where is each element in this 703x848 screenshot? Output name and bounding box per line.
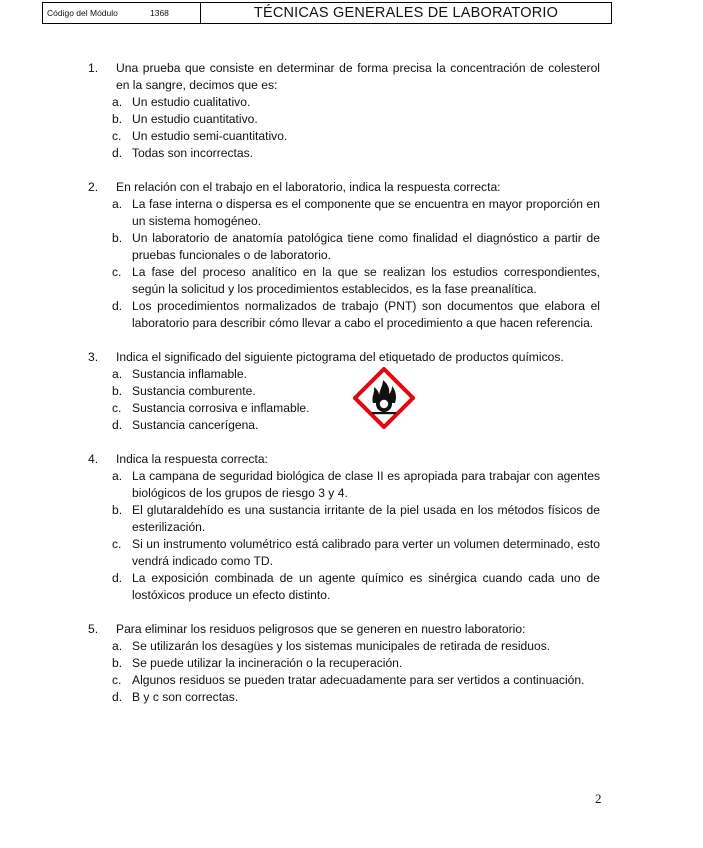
- option-d: [88, 145, 600, 162]
- option-text: Un estudio cualitativo.: [132, 95, 251, 109]
- option-d: [88, 417, 600, 434]
- option-text: Algunos residuos se pueden tratar adecuadamente para ser vertidos a continuación.: [132, 673, 585, 687]
- option-text: Todas son incorrectas.: [132, 146, 253, 160]
- option-letter: a.: [112, 367, 123, 381]
- option-a: [88, 94, 600, 111]
- question-5: [88, 621, 600, 706]
- option-letter: c.: [112, 129, 122, 143]
- option-c: [88, 128, 600, 145]
- module-code-value: 1368: [150, 8, 169, 18]
- option-text: La fase interna o dispersa es el componente que se encuentra en mayor proporción en un sistema homogéneo.: [132, 197, 600, 228]
- option-c: [88, 264, 600, 298]
- module-code-cell: [43, 3, 201, 23]
- question-1: [88, 60, 600, 162]
- option-c: [88, 672, 600, 689]
- option-text: El glutaraldehído es una sustancia irritante de la piel usada en los métodos físicos de esterilización.: [132, 503, 600, 534]
- option-text: Si un instrumento volumétrico está calibrado para verter un volumen determinado, esto vendrá indicado como TD.: [132, 537, 600, 568]
- option-a: [88, 468, 600, 502]
- question-text: En relación con el trabajo en el laboratorio, indica la respuesta correcta:: [116, 180, 501, 194]
- option-letter: b.: [112, 231, 123, 245]
- option-b: [88, 383, 600, 400]
- option-a: [88, 366, 600, 383]
- question-3: [88, 349, 600, 434]
- option-letter: a.: [112, 639, 123, 653]
- option-letter: b.: [112, 384, 123, 398]
- page-number: 2: [595, 791, 602, 806]
- option-text: Los procedimientos normalizados de trabajo (PNT) son documentos que elabora el laboratorio para describir cómo llevar a cabo el procedimiento a que hacen referencia.: [132, 299, 600, 330]
- option-text: Se puede utilizar la incineración o la recuperación.: [132, 656, 403, 670]
- question-number: 3.: [88, 350, 99, 364]
- option-text: Sustancia corrosiva e inflamable.: [132, 401, 310, 415]
- option-letter: b.: [112, 112, 123, 126]
- option-letter: a.: [112, 469, 123, 483]
- option-letter: d.: [112, 690, 123, 704]
- question-list: [88, 60, 600, 723]
- option-letter: a.: [112, 95, 123, 109]
- option-letter: b.: [112, 656, 123, 670]
- option-letter: b.: [112, 503, 123, 517]
- option-b: [88, 655, 600, 672]
- option-letter: a.: [112, 197, 123, 211]
- question-text: Una prueba que consiste en determinar de forma precisa la concentración de colesterol en la sangre, decimos que es:: [116, 61, 600, 92]
- option-text: Un laboratorio de anatomía patológica tiene como finalidad el diagnóstico a partir de pruebas funcionales o de laboratorio.: [132, 231, 600, 262]
- option-letter: c.: [112, 537, 122, 551]
- question-number: 2.: [88, 180, 99, 194]
- option-text: Un estudio cuantitativo.: [132, 112, 258, 126]
- option-letter: d.: [112, 299, 123, 313]
- module-code-label: Código del Módulo: [47, 8, 118, 18]
- option-letter: d.: [112, 418, 123, 432]
- option-text: La exposición combinada de un agente químico es sinérgica cuando cada uno de lostóxicos produce un efecto distinto.: [132, 571, 600, 602]
- option-text: Un estudio semi-cuantitativo.: [132, 129, 288, 143]
- option-text: Sustancia comburente.: [132, 384, 256, 398]
- question-4: [88, 451, 600, 604]
- question-number: 4.: [88, 452, 99, 466]
- question-text: Para eliminar los residuos peligrosos que se generen en nuestro laboratorio:: [116, 622, 526, 636]
- question-2: [88, 179, 600, 332]
- question-number: 5.: [88, 622, 99, 636]
- option-text: B y c son correctas.: [132, 690, 239, 704]
- option-a: [88, 196, 600, 230]
- oxidizer-flame-over-circle-icon: [353, 367, 415, 429]
- module-title: TÉCNICAS GENERALES DE LABORATORIO: [253, 5, 559, 21]
- option-c: [88, 536, 600, 570]
- option-letter: c.: [112, 401, 122, 415]
- question-text: Indica el significado del siguiente pictograma del etiquetado de productos químicos.: [116, 350, 564, 364]
- option-letter: d.: [112, 571, 123, 585]
- option-b: [88, 502, 600, 536]
- option-d: [88, 570, 600, 604]
- question-text: Indica la respuesta correcta:: [116, 452, 268, 466]
- option-letter: d.: [112, 146, 123, 160]
- option-text: La campana de seguridad biológica de clase II es apropiada para trabajar con agentes biológicos de los grupos de riesgo 3 y 4.: [132, 469, 600, 500]
- option-a: [88, 638, 600, 655]
- option-letter: c.: [112, 673, 122, 687]
- option-d: [88, 689, 600, 706]
- option-c: [88, 400, 600, 417]
- option-text: Sustancia inflamable.: [132, 367, 247, 381]
- question-number: 1.: [88, 61, 99, 75]
- option-text: Sustancia cancerígena.: [132, 418, 259, 432]
- option-d: [88, 298, 600, 332]
- module-header: [42, 2, 612, 24]
- option-letter: c.: [112, 265, 122, 279]
- option-text: La fase del proceso analítico en la que se realizan los estudios correspondientes, según la solicitud y los procedimientos establecidos, es la fase preanalítica.: [132, 265, 600, 296]
- option-b: [88, 230, 600, 264]
- option-text: Se utilizarán los desagües y los sistemas municipales de retirada de residuos.: [132, 639, 551, 653]
- option-b: [88, 111, 600, 128]
